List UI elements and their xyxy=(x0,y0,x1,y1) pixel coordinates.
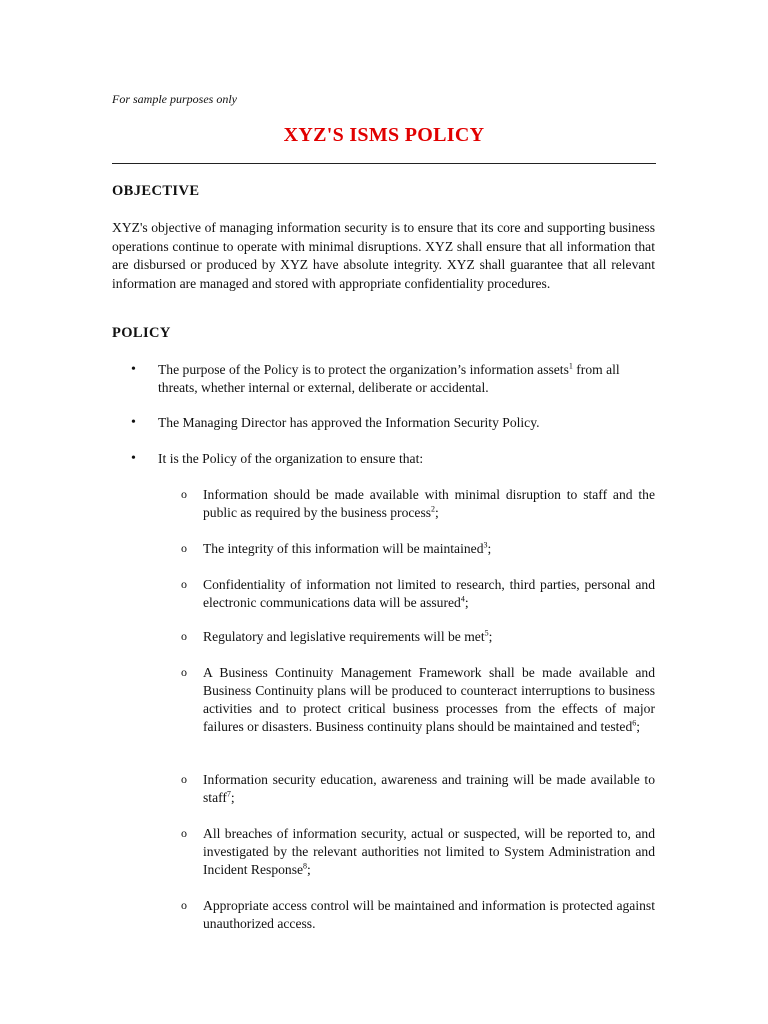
policy-bullet-1 xyxy=(158,361,655,397)
footnote-ref: 4 xyxy=(460,594,465,604)
sub-bullet-tail: ; xyxy=(230,790,235,805)
policy-heading: POLICY xyxy=(112,325,171,341)
bullet-text: It is the Policy of the organization to ensure that: xyxy=(158,451,424,466)
sub-bullet-tail: ; xyxy=(488,629,493,644)
sub-bullet-tail: ; xyxy=(636,719,641,734)
footnote-ref: 6 xyxy=(632,718,637,728)
sub-bullet-text: The integrity of this information will be maintained xyxy=(203,541,484,556)
bullet-text: The Managing Director has approved the Information Security Policy. xyxy=(158,415,540,430)
sub-bullet-text: Information security education, awareness and training will be made available to staff xyxy=(203,772,655,805)
bullet-text: from all threats, whether internal or external, deliberate or accidental. xyxy=(158,362,620,395)
footnote-ref: 2 xyxy=(431,504,436,514)
policy-sub-bullet-1 xyxy=(203,486,655,522)
policy-sub-bullet-2 xyxy=(203,540,655,558)
sub-bullet-tail: ; xyxy=(487,541,492,556)
policy-bullet-2 xyxy=(158,414,655,432)
policy-sub-bullet-4 xyxy=(203,628,655,646)
policy-sub-bullet-6 xyxy=(203,771,655,807)
policy-sub-bullet-3 xyxy=(203,576,655,612)
policy-sub-bullet-7 xyxy=(203,825,655,879)
footnote-ref: 1 xyxy=(568,361,573,371)
footnote-ref: 3 xyxy=(483,540,488,550)
policy-bullet-3 xyxy=(158,450,655,468)
sub-bullet-tail: ; xyxy=(464,595,469,610)
footnote-ref: 7 xyxy=(226,789,231,799)
sample-note: For sample purposes only xyxy=(112,92,237,106)
sub-bullet-text: Appropriate access control will be maintained and information is protected against unauthorized access. xyxy=(203,898,655,931)
objective-paragraph: XYZ's objective of managing information security is to ensure that its core and supporting business operations continue to operate with minimal disruptions. XYZ shall ensure that all information that are disbursed or produced by XYZ have absolute integrity. XYZ shall guarantee that all relevant information are managed and stored with appropriate confidentiality procedures. xyxy=(112,220,655,291)
footnote-ref: 5 xyxy=(484,628,489,638)
sub-bullet-text: Confidentiality of information not limited to research, third parties, personal and electronic communications data will be assured xyxy=(203,577,655,610)
footnote-ref: 8 xyxy=(303,861,308,871)
policy-sub-bullet-5 xyxy=(203,664,655,736)
policy-sub-bullet-8 xyxy=(203,897,655,933)
title-divider xyxy=(112,163,656,164)
sub-bullet-text: Regulatory and legislative requirements will be met xyxy=(203,629,485,644)
sub-bullet-tail: ; xyxy=(307,862,311,877)
sub-bullet-text: A Business Continuity Management Framework shall be made available and Business Continuity plans will be produced to counteract interruptions to business activities and to protect critical business processes from the effects of major failures or disasters. Business continuity plans should be maintained and tested xyxy=(203,665,655,734)
sub-bullet-text: Information should be made available with minimal disruption to staff and the public as required by the business process xyxy=(203,487,655,520)
document-title: XYZ'S ISMS POLICY xyxy=(283,124,485,146)
sub-bullet-tail: ; xyxy=(435,505,439,520)
objective-heading: OBJECTIVE xyxy=(112,183,200,199)
bullet-text: The purpose of the Policy is to protect the organization’s information assets xyxy=(158,362,569,377)
sub-bullet-text: All breaches of information security, actual or suspected, will be reported to, and investigated by the relevant authorities not limited to System Administration and Incident Response xyxy=(203,826,655,877)
